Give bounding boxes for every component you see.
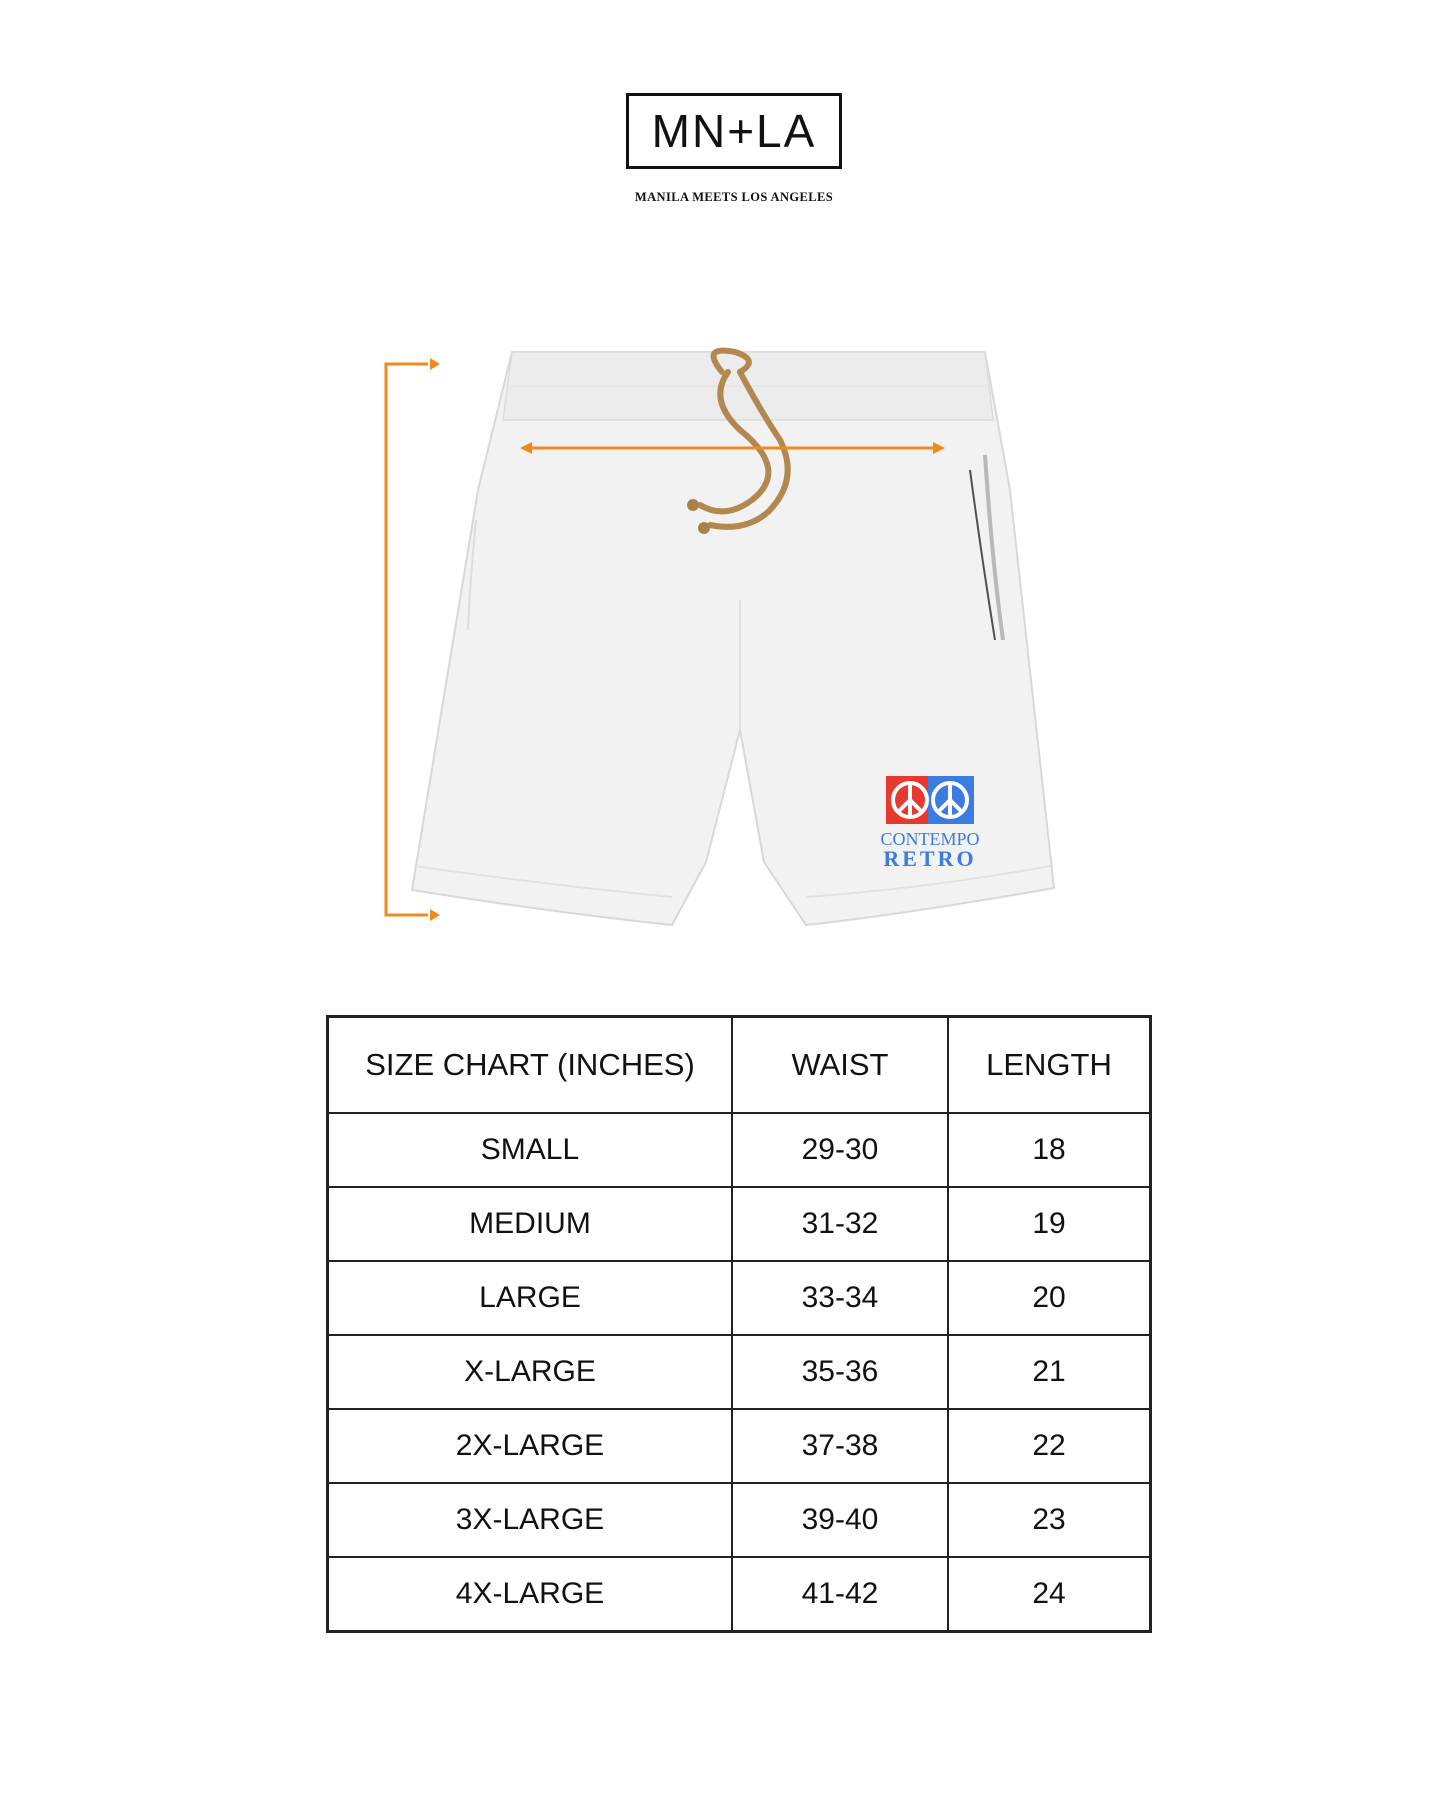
header-length: LENGTH [948, 1017, 1151, 1114]
table-row [328, 1261, 1151, 1335]
header-waist: WAIST [732, 1017, 948, 1114]
size-cell: 3X-LARGE [328, 1483, 733, 1557]
waist-cell: 37-38 [732, 1409, 948, 1483]
table-row [328, 1335, 1151, 1409]
waist-cell: 29-30 [732, 1113, 948, 1187]
table-row [328, 1557, 1151, 1632]
print-text-line1: CONTEMPO [880, 829, 980, 849]
size-cell: SMALL [328, 1113, 733, 1187]
waist-cell: 39-40 [732, 1483, 948, 1557]
length-cell: 23 [948, 1483, 1151, 1557]
length-cell: 22 [948, 1409, 1151, 1483]
size-cell: MEDIUM [328, 1187, 733, 1261]
print-text-line2: RETRO [883, 846, 977, 871]
logo-text: MN+LA [651, 105, 817, 157]
length-cell: 19 [948, 1187, 1151, 1261]
size-cell: LARGE [328, 1261, 733, 1335]
table-row [328, 1483, 1151, 1557]
size-cell: 4X-LARGE [328, 1557, 733, 1632]
waist-cell: 41-42 [732, 1557, 948, 1632]
length-cell: 24 [948, 1557, 1151, 1632]
contempo-retro-print [880, 776, 979, 871]
size-chart-table [326, 1015, 1152, 1633]
length-cell: 20 [948, 1261, 1151, 1335]
length-cell: 18 [948, 1113, 1151, 1187]
header-size: SIZE CHART (INCHES) [328, 1017, 733, 1114]
table-row [328, 1409, 1151, 1483]
table-row [328, 1113, 1151, 1187]
brand-logo [626, 93, 842, 169]
table-row [328, 1187, 1151, 1261]
shorts-illustration [370, 340, 1080, 940]
size-cell: 2X-LARGE [328, 1409, 733, 1483]
waist-cell: 33-34 [732, 1261, 948, 1335]
size-cell: X-LARGE [328, 1335, 733, 1409]
waist-cell: 31-32 [732, 1187, 948, 1261]
size-chart-header-row [328, 1017, 1151, 1114]
waist-cell: 35-36 [732, 1335, 948, 1409]
brand-tagline: MANILA MEETS LOS ANGELES [634, 190, 834, 204]
length-cell: 21 [948, 1335, 1151, 1409]
